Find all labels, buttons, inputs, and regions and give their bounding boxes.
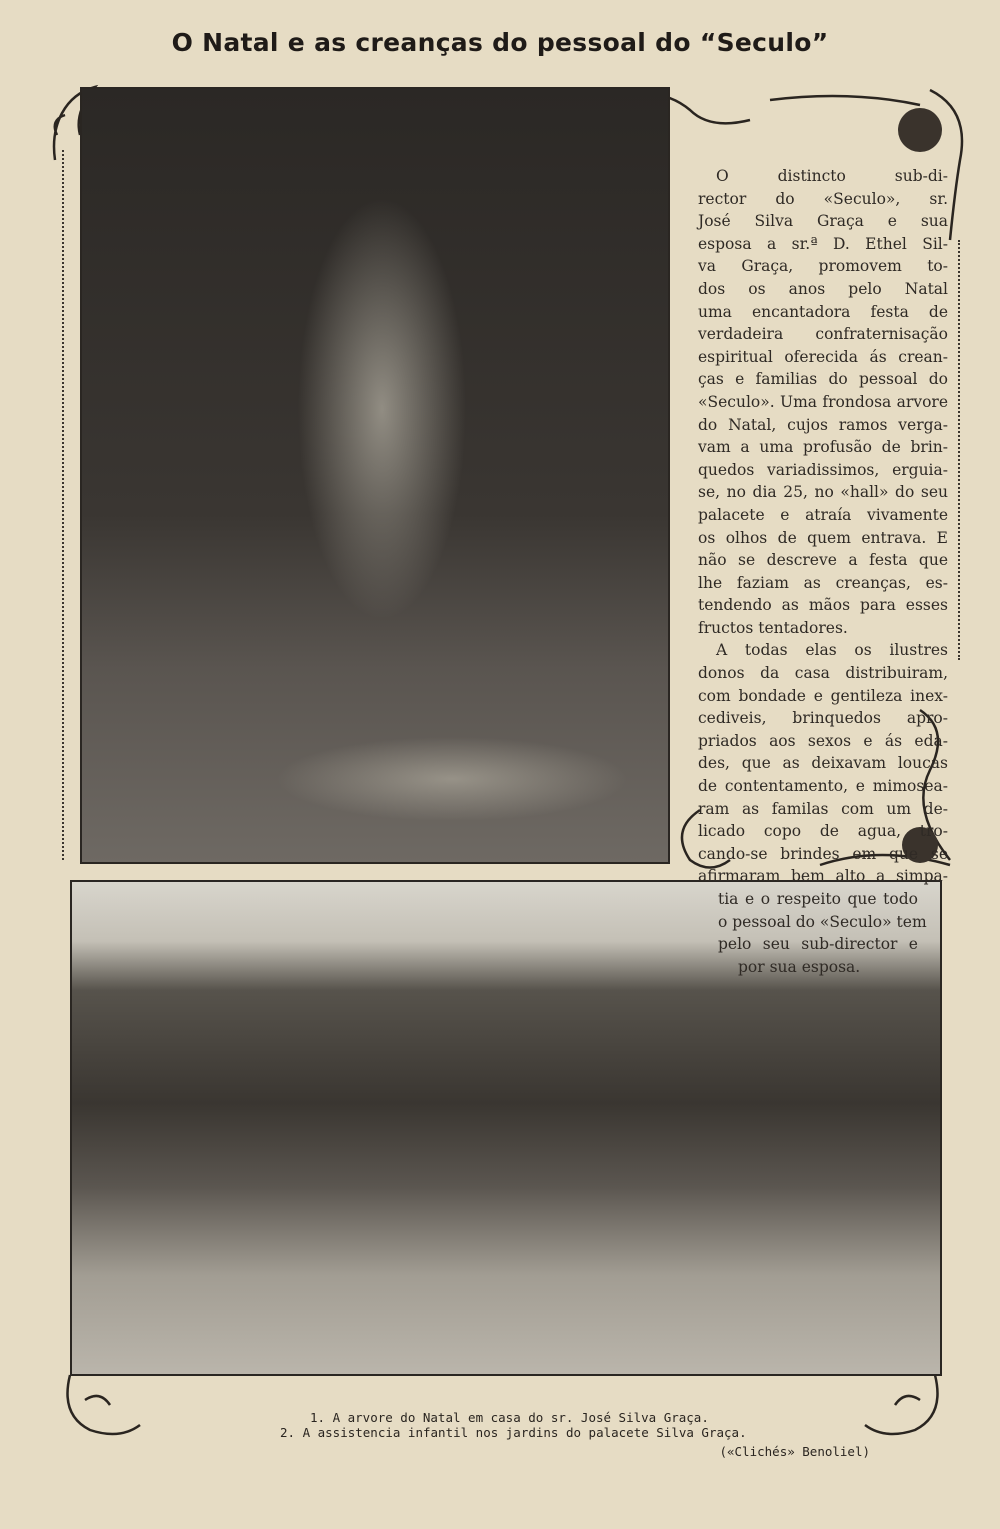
article-line: José Silva Graça e sua (698, 212, 948, 231)
article-line: cando-se brindes em que se (698, 844, 948, 863)
article-line: lhe faziam as creanças, es- (698, 573, 948, 592)
article-line: de contentamento, e mimosea- (698, 777, 948, 796)
dotted-border-right (958, 240, 960, 660)
article-line: cediveis, brinquedos apro- (698, 709, 948, 728)
article-line: afirmaram bem alto a simpa- (698, 867, 948, 886)
photo-credit: («Clichés» Benoliel) (719, 1444, 870, 1459)
article-line: va Graça, promovem to- (698, 257, 948, 276)
article-line: quedos variadissimos, erguia- (698, 460, 948, 479)
caption-2: 2. A assistencia infantil nos jardins do palacete Silva Graça. (280, 1425, 747, 1440)
article-line: O distincto sub-di- (716, 167, 948, 185)
article-line: espiritual oferecida ás crean- (698, 347, 948, 366)
article-line: ças e familias do pessoal do (698, 370, 948, 389)
article-text (698, 165, 948, 978)
article-line: A todas elas os ilustres (716, 641, 948, 660)
article-line: tia e o respeito que todo (718, 890, 918, 908)
article-line: se, no dia 25, no «hall» do seu (698, 483, 948, 502)
article-line: licado copo de agua, tro- (698, 822, 948, 841)
article-line: por sua esposa. (738, 957, 861, 976)
article-line: fructos tentadores. (698, 618, 848, 637)
photo-christmas-tree (80, 87, 670, 864)
article-line: com bondade e gentileza inex- (698, 686, 948, 705)
page-title: O Natal e as creanças do pessoal do “Seculo” (171, 28, 829, 57)
article-line: priados aos sexos e ás eda- (698, 731, 948, 750)
article-line: rector do «Seculo», sr. (698, 189, 948, 208)
article-line: do Natal, cujos ramos verga- (698, 415, 948, 434)
article-line: des, que as deixavam loucas (698, 754, 948, 773)
photo-captions (280, 1410, 870, 1459)
article-line: verdadeira confraternisação (698, 325, 948, 344)
article-line: ram as familas com um de- (698, 799, 948, 818)
article-line: donos da casa distribuiram, (698, 664, 948, 683)
article-line: os olhos de quem entrava. E (698, 528, 948, 547)
article-line: uma encantadora festa de (698, 302, 948, 321)
article-line: não se descreve a festa que (698, 551, 948, 570)
article-line: vam a uma profusão de brin- (698, 438, 948, 457)
article-line: o pessoal do «Seculo» tem (718, 912, 927, 931)
article-line: palacete e atraía vivamente (698, 505, 948, 524)
article-line: esposa a sr.ª D. Ethel Sil- (698, 234, 948, 253)
article-line: dos os anos pelo Natal (698, 279, 948, 298)
ornament-bottom-right-caption (860, 1370, 950, 1450)
caption-1: 1. A arvore do Natal em casa do sr. José Silva Graça. (310, 1410, 709, 1425)
article-line: tendendo as mãos para esses (698, 596, 948, 615)
ornament-bottom-left (55, 1370, 145, 1450)
article-line: «Seculo». Uma frondosa arvore (698, 392, 948, 411)
dotted-border-left (62, 150, 64, 860)
article-line: pelo seu sub-director e (718, 935, 918, 954)
